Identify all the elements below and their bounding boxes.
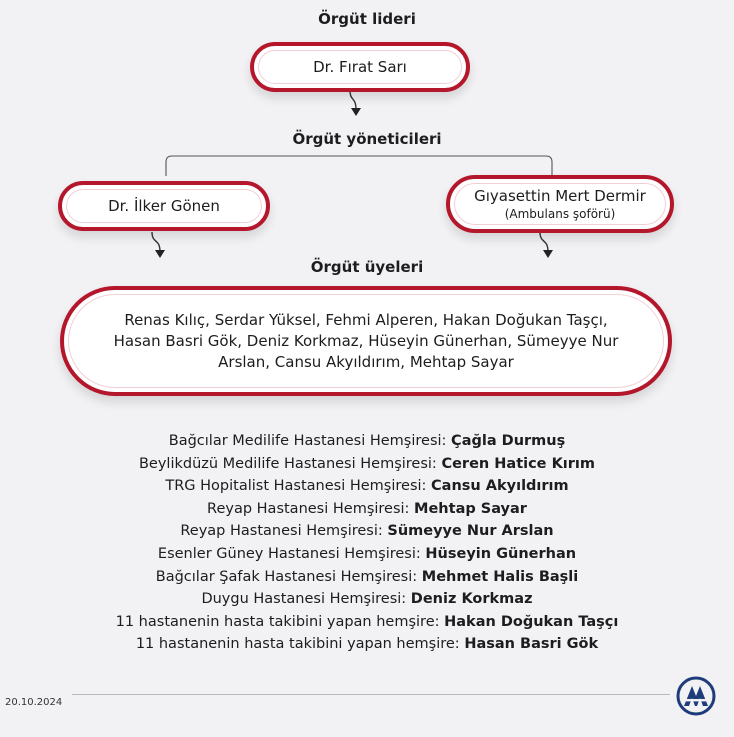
arrow-leader-down-icon [350,90,356,110]
manager-name-1: Dr. İlker Gönen [108,197,220,215]
manager-role-2: (Ambulans şoförü) [504,207,616,221]
nurse-label: Bağcılar Şafak Hastanesi Hemşiresi: [155,568,422,585]
footer-divider [72,694,670,695]
leader-heading: Örgüt lideri [318,10,416,28]
manager-name-2: Gıyasettin Mert Dermir [474,187,646,205]
nurse-row [0,475,734,498]
aa-logo-icon [676,676,716,716]
nurse-row [0,543,734,566]
nurse-label: TRG Hopitalist Hastanesi Hemşiresi: [165,478,432,495]
arrow-right-manager-icon [540,232,548,252]
members-heading: Örgüt üyeleri [310,258,424,276]
nurse-row [0,611,734,634]
nurse-name: Mehtap Sayar [414,500,527,517]
nurse-name: Hakan Doğukan Taşçı [444,613,619,630]
nurse-row [0,520,734,543]
arrow-head-leader-icon [351,108,361,116]
nurse-name: Cansu Akyıldırım [431,478,569,495]
leader-name: Dr. Fırat Sarı [313,58,407,76]
nurse-label: Beylikdüzü Medilife Hastanesi Hemşiresi: [138,455,442,472]
manager-box-2 [446,175,674,233]
members-box [60,286,672,396]
nurse-label: Reyap Hastanesi Hemşiresi: [180,523,388,540]
nurse-name: Mehmet Halis Başli [421,568,579,585]
nurse-label: 11 hastanenin hasta takibini yapan hemşire: [135,636,465,653]
managers-heading: Örgüt yöneticileri [292,130,442,148]
nurse-row [0,633,734,656]
members-list: Renas Kılıç, Serdar Yüksel, Fehmi Alperen, Hakan Doğukan Taşçı, Hasan Basri Gök, Deniz Korkmaz, Hüseyin Günerhan, Sümeyye Nur Arslan, Cansu Akyıldırım, Mehtap Sayar [113,310,619,371]
nurse-row [0,588,734,611]
nurse-label: Esenler Güney Hastanesi Hemşiresi: [157,545,426,562]
nurse-row [0,498,734,521]
nurse-name: Ceren Hatice Kırım [441,455,596,472]
nurse-name: Çağla Durmuş [451,433,566,449]
nurse-list [0,430,734,656]
arrow-left-manager-icon [152,232,160,252]
nurse-row [0,566,734,589]
footer-date: 20.10.2024 [5,697,63,708]
arrow-head-left-icon [155,250,165,258]
nurse-name: Sümeyye Nur Arslan [387,523,554,540]
managers-bracket [166,156,552,176]
arrow-head-right-icon [543,250,553,258]
nurse-row [0,430,734,453]
manager-box-1 [58,181,270,231]
leader-box [250,42,470,92]
nurse-label: Reyap Hastanesi Hemşiresi: [207,500,415,517]
nurse-name: Deniz Korkmaz [410,591,533,608]
nurse-label: 11 hastanenin hasta takibini yapan hemşire: [115,613,445,630]
nurse-label: Bağcılar Medilife Hastanesi Hemşiresi: [168,433,452,449]
nurse-name: Hasan Basri Gök [464,636,599,653]
nurse-name: Hüseyin Günerhan [425,545,577,562]
nurse-row [0,453,734,476]
nurse-label: Duygu Hastanesi Hemşiresi: [201,591,411,608]
